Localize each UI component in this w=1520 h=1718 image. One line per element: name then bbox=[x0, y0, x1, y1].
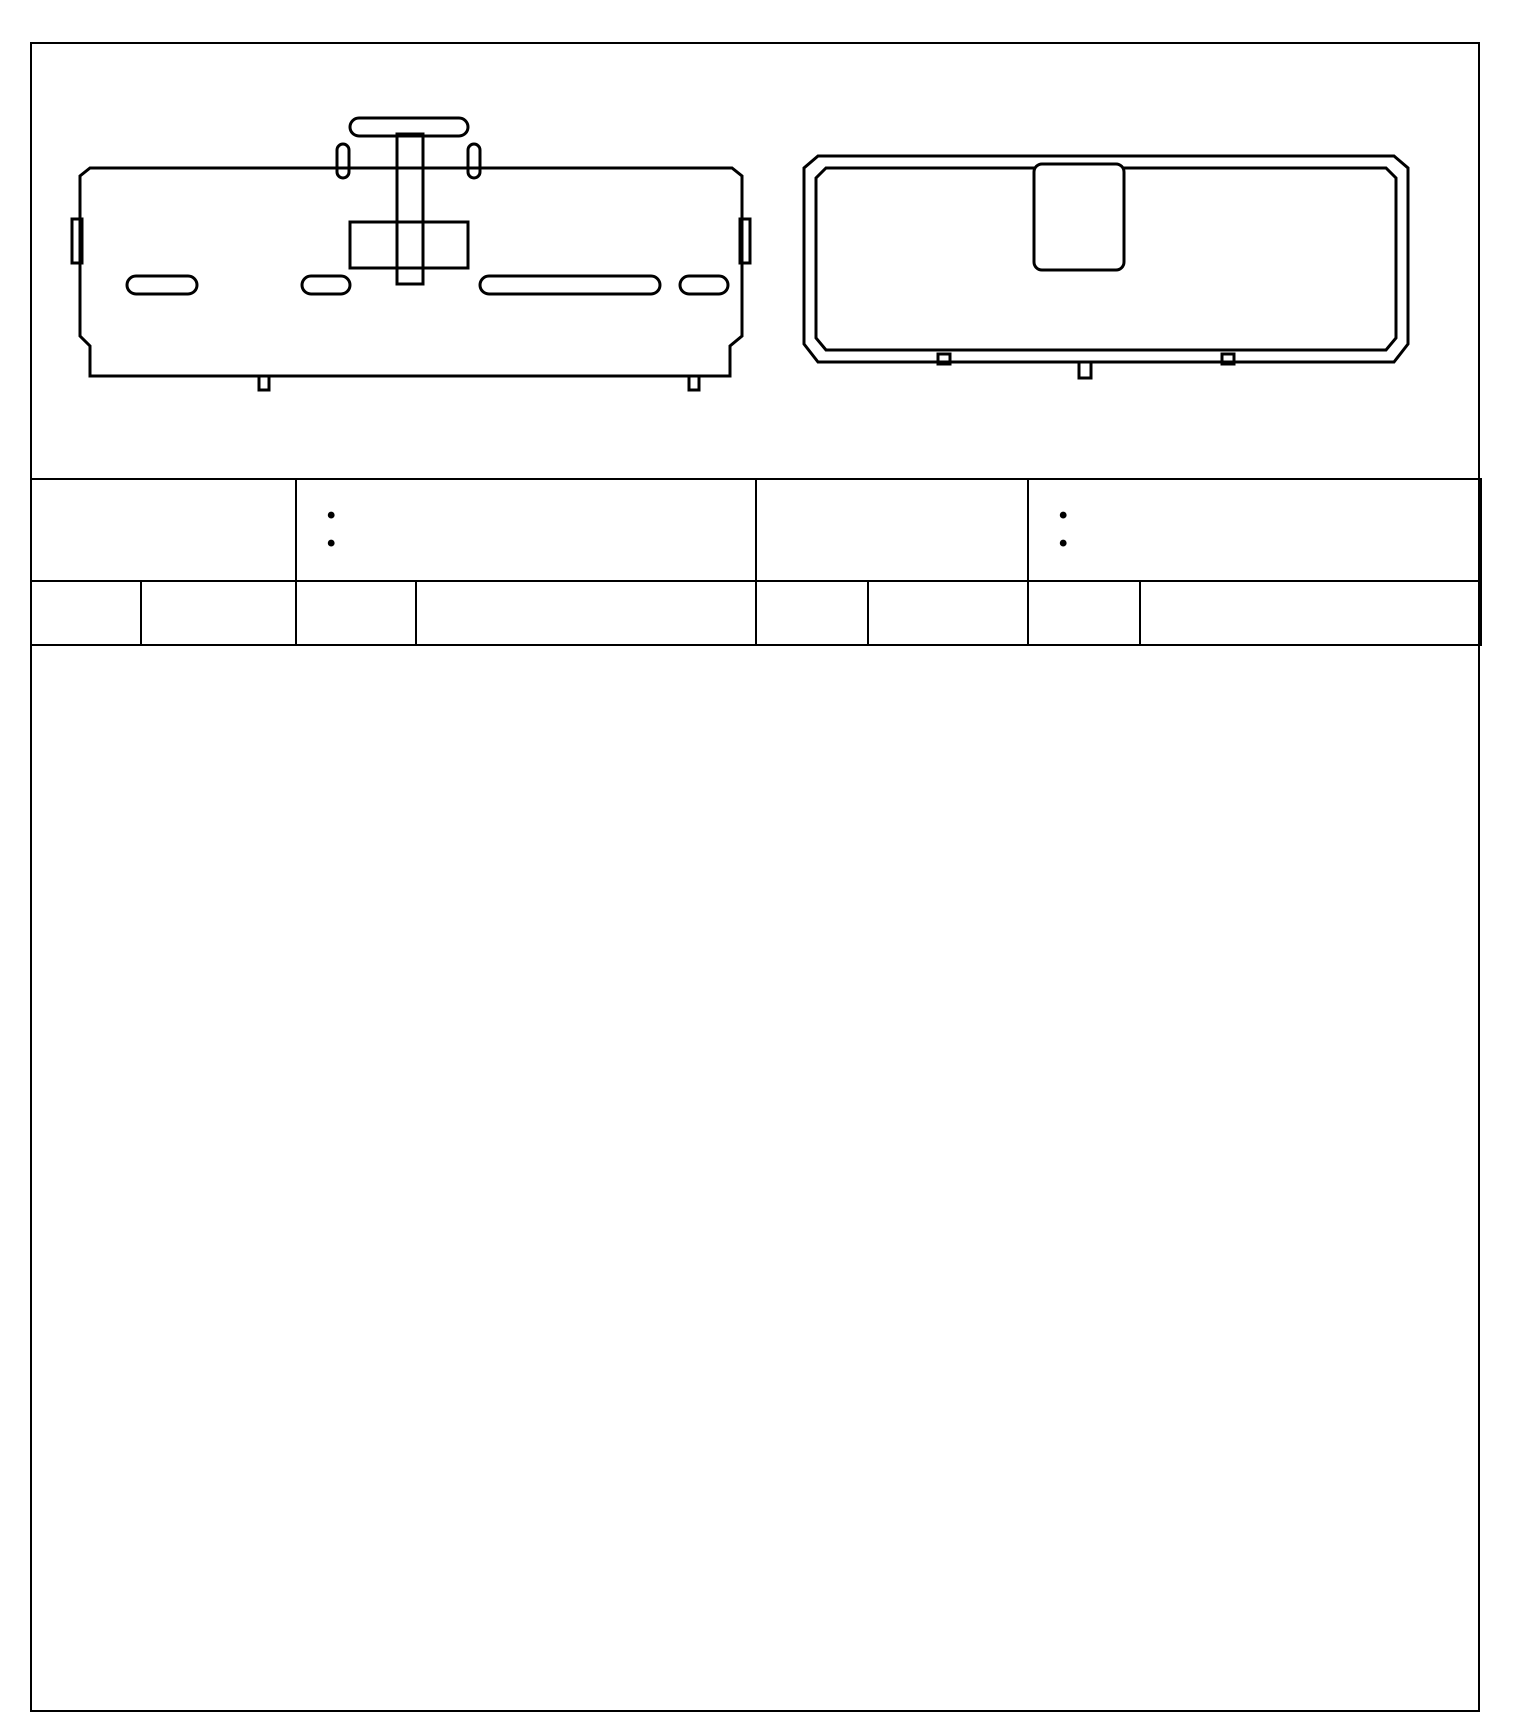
left-part-info bbox=[296, 479, 756, 581]
col-circuit-right bbox=[1028, 581, 1140, 645]
left-part-number bbox=[327, 502, 751, 530]
col-pin-left bbox=[31, 581, 141, 645]
male-connector bbox=[804, 156, 1408, 378]
female-connector bbox=[72, 118, 750, 390]
col-function-right bbox=[1140, 581, 1481, 645]
column-header-row bbox=[31, 581, 1481, 645]
col-wire-right bbox=[868, 581, 1028, 645]
col-pin-right bbox=[756, 581, 868, 645]
col-circuit-left bbox=[296, 581, 416, 645]
col-wire-left bbox=[141, 581, 296, 645]
connector-info-row bbox=[31, 479, 1481, 581]
right-part-desc bbox=[1059, 530, 1476, 558]
left-info-label bbox=[31, 479, 296, 581]
connector-diagram bbox=[32, 44, 1478, 478]
right-part-info bbox=[1028, 479, 1481, 581]
pinout-table bbox=[30, 478, 1482, 646]
right-info-label bbox=[756, 479, 1028, 581]
left-part-desc bbox=[327, 530, 751, 558]
right-part-number bbox=[1059, 502, 1476, 530]
col-function-left bbox=[416, 581, 756, 645]
